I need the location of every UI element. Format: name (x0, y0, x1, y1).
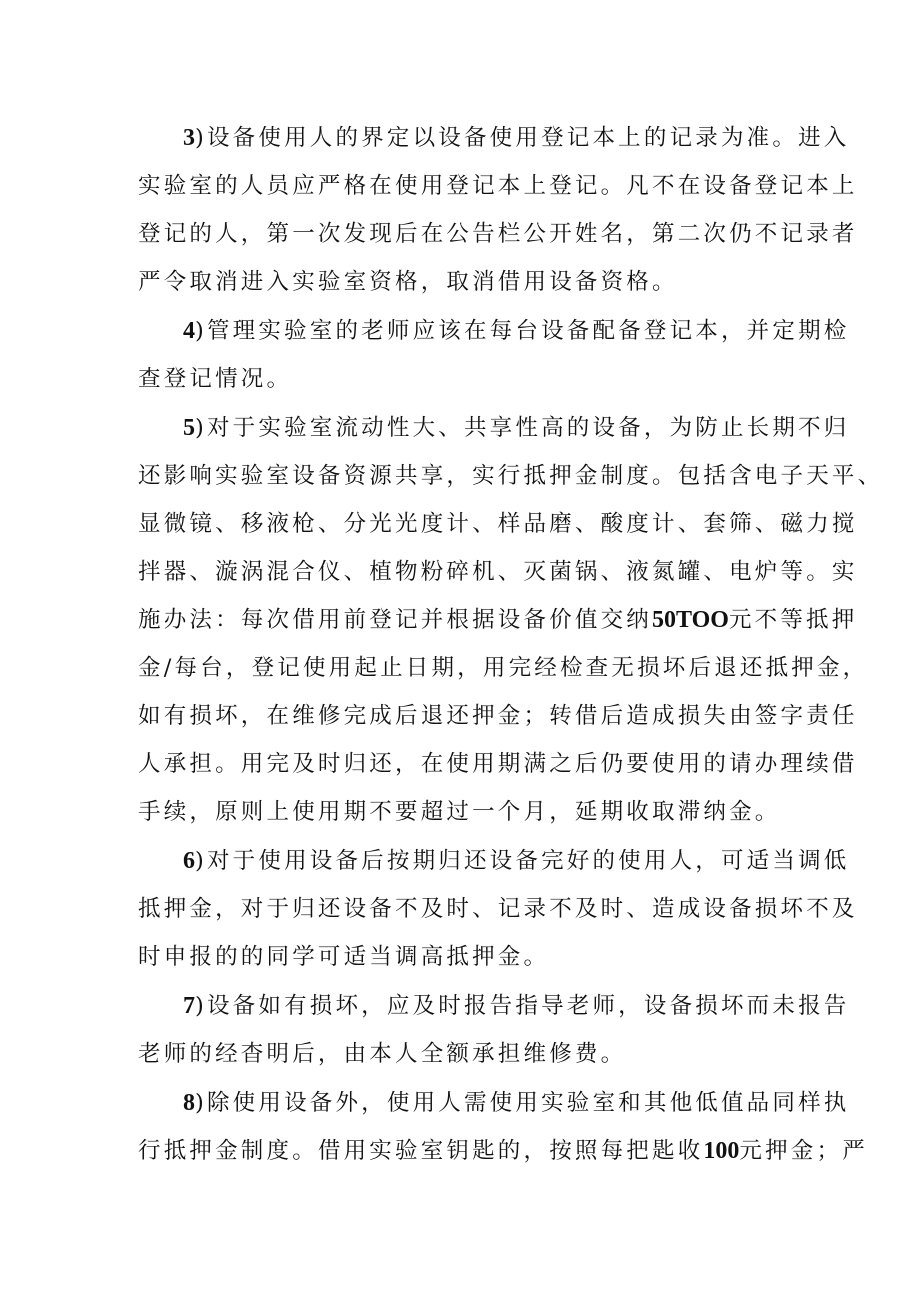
item-3-line-1 (183, 120, 850, 156)
item-5-line-4 (138, 554, 858, 590)
line-text: 抵押金，对于归还设备不及时、记录不及时、造成设备损坏不及 (138, 896, 858, 922)
item-5-line-6 (138, 650, 869, 686)
line-text: 金/每台，登记使用起止日期，用完经检查无损坏后退还抵押金， (138, 655, 869, 681)
line-text: 行抵押金制度。借用实验室钥匙的，按照每把匙收 (138, 1138, 704, 1164)
item-6-line-2 (138, 891, 858, 927)
line-text: )管理实验室的老师应该在每台设备配备登记本，并定期检 (195, 318, 850, 344)
item-5-line-7 (138, 698, 858, 734)
item-6-line-1 (183, 843, 850, 879)
item-7-number: 7 (183, 993, 195, 1019)
item-4-line-2 (138, 361, 792, 397)
line-text: 如有损坏，在维修完成后退还押金；转借后造成损失由签字责任 (138, 703, 858, 729)
line-text: )设备使用人的界定以设备使用登记本上的记录为准。进入 (195, 125, 850, 151)
line-text: 施办法：每次借用前登记并根据设备价值交纳 (138, 607, 653, 633)
item-5-line-1 (183, 410, 850, 446)
line-text: 还影响实验室设备资源共享，实行抵押金制度。包括含电子天平、 (138, 463, 884, 489)
item-6-line-3 (138, 939, 792, 975)
key-deposit-amount: 100 (703, 1138, 740, 1164)
line-text: 拌器、漩涡混合仪、植物粉碎机、灭菌锅、液氮罐、电炉等。实 (138, 559, 858, 585)
item-4-line-1 (183, 313, 850, 349)
line-text: )对于实验室流动性大、共享性高的设备，为防止长期不归 (195, 415, 850, 441)
line-text: )设备如有损坏，应及时报告指导老师，设备损坏而未报告 (195, 993, 850, 1019)
item-5-line-2 (138, 458, 884, 494)
line-text: 登记的人，第一次发现后在公告栏公开姓名，第二次仍不记录者 (138, 221, 858, 247)
line-text: 手续，原则上使用期不要超过一个月，延期收取滞纳金。 (138, 799, 781, 825)
item-3-number: 3 (183, 125, 195, 151)
item-5-number: 5 (183, 415, 195, 441)
line-text: 实验室的人员应严格在使用登记本上登记。凡不在设备登记本上 (138, 173, 858, 199)
item-3-line-4 (138, 264, 792, 300)
item-4-number: 4 (183, 318, 195, 344)
line-text: 时申报的的同学可适当调高抵押金。 (138, 944, 550, 970)
item-6-number: 6 (183, 848, 195, 874)
item-3-line-2 (138, 168, 858, 204)
line-text: 严令取消进入实验室资格，取消借用设备资格。 (138, 269, 678, 295)
line-text: 元押金；严 (739, 1138, 868, 1164)
line-text: 人承担。用完及时归还，在使用期满之后仍要使用的请办理续借 (138, 751, 858, 777)
line-text: 查登记情况。 (138, 366, 293, 392)
item-7-line-1 (183, 988, 850, 1024)
line-text: 元不等抵押 (728, 607, 858, 633)
item-8-line-1 (183, 1085, 850, 1121)
line-text: )对于使用设备后按期归还设备完好的使用人，可适当调低 (195, 848, 850, 874)
item-5-line-9 (138, 794, 792, 830)
item-5-line-5 (138, 602, 858, 638)
line-text: 老师的经杳明后，由本人全额承担维修费。 (138, 1041, 627, 1067)
item-8-number: 8 (183, 1090, 195, 1116)
deposit-amount: 50TOO (652, 607, 729, 633)
item-3-line-3 (138, 216, 858, 252)
line-text: )除使用设备外，使用人需使用实验室和其他低值品同样执 (195, 1090, 850, 1116)
item-5-line-3 (138, 506, 858, 542)
item-5-line-8 (138, 746, 858, 782)
line-text: 显微镜、移液枪、分光光度计、样品磨、酸度计、套筛、磁力搅 (138, 511, 858, 537)
item-8-line-2 (138, 1133, 868, 1169)
item-7-line-2 (138, 1036, 792, 1072)
